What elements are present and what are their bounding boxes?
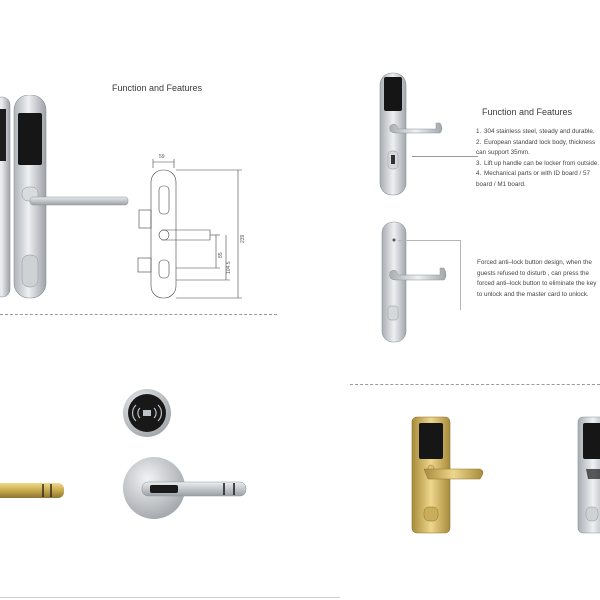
feature-number: 1. <box>476 128 482 135</box>
pointer-line-2-vertical <box>460 240 461 310</box>
left-bottom-rule <box>0 597 340 598</box>
feature-number: 4. <box>476 170 482 177</box>
left-dotted-divider <box>0 314 277 315</box>
dimension-height: 239 <box>240 234 246 243</box>
feature-text: Lift up handle can be locker from outside. <box>484 159 600 167</box>
gold-lock-photo <box>404 413 494 535</box>
feature-number: 3. <box>476 159 482 167</box>
feature-item <box>476 138 600 159</box>
rfid-card-reader-photo <box>122 388 172 438</box>
feature-text: 304 stainless steel, steady and durable. <box>484 128 595 135</box>
feature-text: European standard lock body, thickness can support 35mm. <box>476 138 596 156</box>
right-dotted-divider <box>350 384 600 385</box>
right-lock-photo-card <box>374 71 450 197</box>
inside-lock-photo <box>378 220 454 346</box>
pointer-line-1 <box>412 156 478 157</box>
silver-lock-photo-partial <box>574 413 600 535</box>
lock-dimension-drawing <box>132 150 247 310</box>
dimension-85: 85 <box>218 252 224 258</box>
feature-number: 2. <box>476 138 482 146</box>
right-features-title: Function and Features <box>482 107 573 117</box>
gold-handle-photo <box>0 475 66 505</box>
anti-lock-description: Forced anti–lock button design, when the guests refused to disturb , can press the forced anti–lock button to eliminate the key to unlock and the master card to unlock. <box>477 259 597 298</box>
feature-item <box>476 159 600 170</box>
features-list <box>476 127 600 190</box>
dimension-104-5: 104.5 <box>226 261 232 274</box>
dimension-width: 59 <box>159 154 165 160</box>
lock-product-photo <box>0 95 132 300</box>
feature-item <box>476 169 600 190</box>
feature-text: Mechanical parts or with ID board / 57 board / M1 board. <box>476 170 591 188</box>
left-features-title: Function and Features <box>112 83 203 93</box>
feature-item <box>476 127 600 138</box>
pointer-line-2 <box>398 240 460 241</box>
round-rose-handle-photo <box>120 455 250 521</box>
